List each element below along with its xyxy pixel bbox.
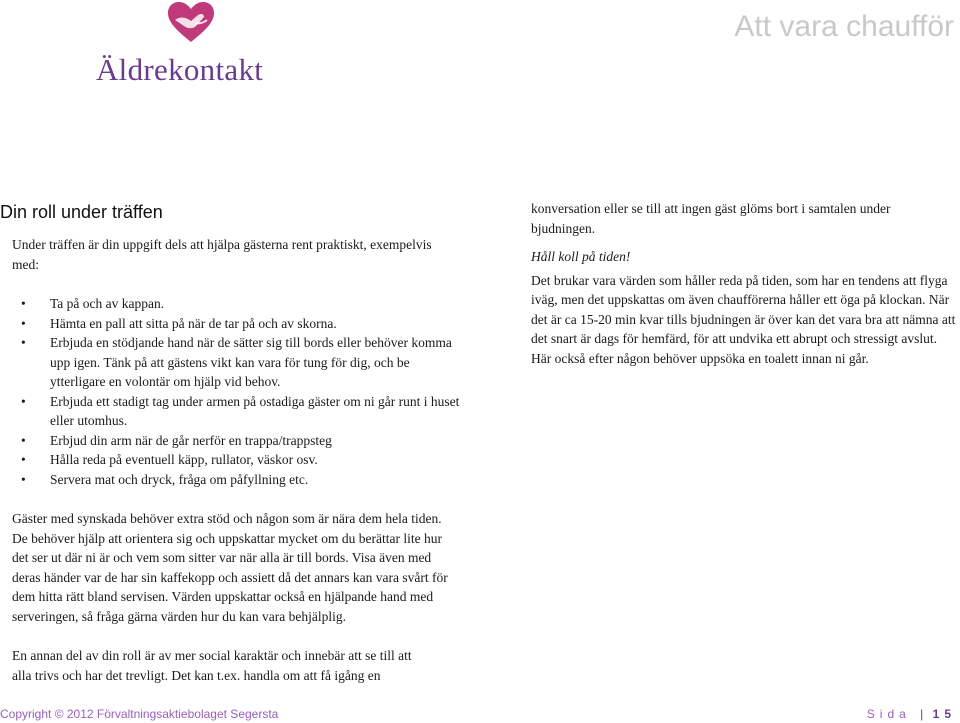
bullet-icon: • xyxy=(21,393,26,409)
footer xyxy=(0,707,960,723)
copyright: Copyright © 2012 Förvaltningsaktiebolaget Segersta xyxy=(0,707,279,721)
page-number: 15 xyxy=(932,707,956,721)
list-item: • Hålla reda på eventuell käpp, rullator, väskor osv. xyxy=(12,450,460,470)
section-heading: Din roll under träffen xyxy=(0,202,163,222)
visual-impairment-paragraph: Gäster med synskada behöver extra stöd och någon som är nära dem hela tiden. De behöver hjälp att orientera sig och uppskattar mycket om du berättar lite hur det ser ut där ni är och vem som sitter var när alla är till bords. Visa även med deras händer var de har sin kaffekopp och assiett då det annars kan vara svårt för dem hitta rätt bland servisen. Värden uppskattar också en hjälpande hand med serveringen, så fråga gärna värden hur du kan vara behjälplig. xyxy=(12,511,448,624)
page-label: Sida xyxy=(866,707,911,721)
task-list xyxy=(0,294,480,489)
logo xyxy=(96,0,296,90)
social-role-paragraph: En annan del av din roll är av mer social karaktär och innebär att se till att alla trivs och har det trevligt. Det kan t.ex. handla om att få igång en xyxy=(12,648,412,683)
bullet-icon: • xyxy=(21,471,26,487)
intro-paragraph: Under träffen är din uppgift dels att hjälpa gästerna rent praktiskt, exempelvis med: xyxy=(12,237,432,272)
bullet-icon: • xyxy=(21,335,26,350)
bullet-icon: • xyxy=(21,432,26,448)
list-item: • Erbjuda ett stadigt tag under armen på ostadiga gäster om ni går runt i huset eller utomhus. xyxy=(21,393,460,428)
separator: | xyxy=(920,707,924,721)
heart-hands-icon xyxy=(166,0,216,44)
list-item: • Ta på och av kappan. xyxy=(12,294,460,314)
bullet-icon: • xyxy=(21,296,26,311)
page-indicator xyxy=(867,707,956,721)
continuation-paragraph: konversation eller se till att ingen gäst glöms bort i samtalen under bjudningen. xyxy=(531,201,891,236)
document-title: Att vara chaufför xyxy=(734,10,954,43)
list-item: • Erbjud din arm när de går nerför en trappa/trappsteg xyxy=(12,431,460,451)
subheading: Håll koll på tiden! xyxy=(531,249,631,264)
time-paragraph: Det brukar vara värden som håller reda på tiden, som har en tendens att flyga iväg, men det uppskattas om även chaufförerna håller ett öga på klockan. När det är ca 15-20 min kvar tills bjudningen är över kan det vara bra att nämna att det snart är dags för hemfärd, för att undvika ett abrupt och stressigt avslut. Här också efter någon behöver uppsöka en toalett innan ni går. xyxy=(531,272,956,366)
list-item: • Erbjuda en stödjande hand när de sätter sig till bords eller behöver komma upp igen. Tänk på att gästens vikt kan vara för tung för dig, och be ytterligare en volontär om hjälp vid behov. xyxy=(21,335,452,389)
bullet-icon: • xyxy=(21,452,26,467)
left-column xyxy=(0,199,480,685)
list-item: • Servera mat och dryck, fråga om påfyllning etc. xyxy=(12,470,460,490)
bullet-icon: • xyxy=(21,315,26,331)
list-item: • Hämta en pall att sitta på när de tar på och av skorna. xyxy=(12,314,460,334)
logo-text: Äldrekontakt xyxy=(96,52,264,87)
right-column xyxy=(531,199,956,368)
